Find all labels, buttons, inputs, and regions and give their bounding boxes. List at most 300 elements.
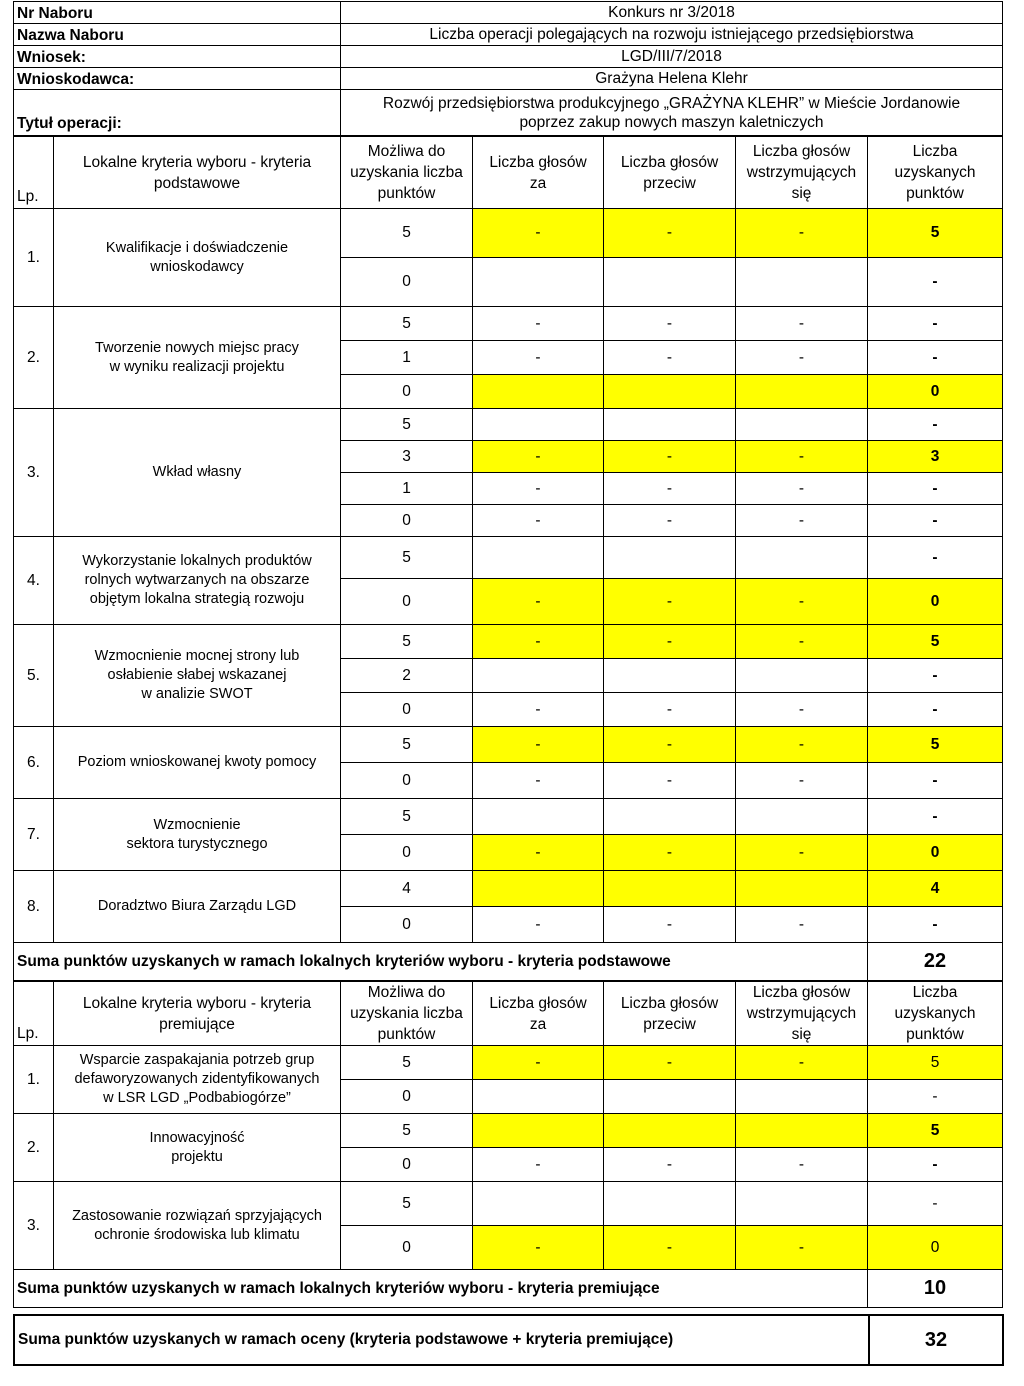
votes-abstain-column-header-line: wstrzymujących <box>746 1005 857 1022</box>
criterion-name-line: Wykorzystanie lokalnych produktów <box>82 553 312 569</box>
max-points-cell-text: 1 <box>402 348 411 366</box>
criterion-name <box>54 209 341 307</box>
votes-for-cell-text: - <box>535 447 541 465</box>
basic-criterion-8-row <box>14 871 1003 907</box>
votes-abstain-cell-text: - <box>798 843 805 861</box>
criterion-name-line: Zastosowanie rozwiązań sprzyjających <box>72 1207 322 1224</box>
header-row-wnioskodawca <box>14 68 1003 90</box>
criterion-number-text: 3. <box>27 1216 40 1234</box>
lp-header-text: Lp. <box>17 188 39 205</box>
basic-sum-label <box>14 943 736 981</box>
max-points-cell <box>341 209 473 258</box>
votes-abstain-cell <box>736 727 868 763</box>
premium-criteria-column-header <box>54 982 341 1046</box>
max-points-cell <box>341 307 473 341</box>
points-obtained-cell <box>868 537 1003 579</box>
basic-criterion-3-row <box>14 409 1003 441</box>
criterion-number <box>14 307 54 409</box>
max-points-column-header <box>341 137 473 209</box>
votes-for-cell <box>473 258 604 307</box>
basic-criterion-5-row <box>14 625 1003 659</box>
max-points-cell <box>341 441 473 473</box>
votes-abstain-cell <box>736 537 868 579</box>
votes-abstain-cell <box>736 307 868 341</box>
max-points-column-header-line: punktów <box>377 1026 436 1043</box>
votes-abstain-cell <box>736 1226 868 1270</box>
criterion-number <box>14 1114 54 1182</box>
votes-against-column-header <box>604 982 736 1046</box>
votes-against-cell <box>604 763 736 799</box>
votes-for-cell-text: - <box>535 771 541 789</box>
votes-against-cell-text: - <box>666 771 673 789</box>
points-obtained-cell <box>868 409 1003 441</box>
votes-against-cell-text: - <box>666 511 673 529</box>
votes-for-column-header-line: za <box>529 174 547 192</box>
points-obtained-cell <box>868 505 1003 537</box>
points-obtained-cell <box>868 1080 1003 1114</box>
points-obtained-cell-text: - <box>932 915 938 933</box>
criterion-name-line: Doradztwo Biura Zarządu LGD <box>97 898 297 914</box>
criteria-title-line: Lokalne kryteria wyboru - kryteria <box>82 153 312 171</box>
max-points-cell-text: 5 <box>402 415 411 433</box>
max-points-cell <box>341 1046 473 1080</box>
criterion-name <box>54 799 341 871</box>
criterion-name-line: Kwalifikacje i doświadczenie <box>105 239 289 256</box>
votes-for-cell-text: - <box>535 592 541 610</box>
votes-against-cell <box>604 579 736 625</box>
votes-abstain-cell <box>736 907 868 943</box>
votes-against-cell <box>604 209 736 258</box>
header-row-nazwa-naboru <box>14 24 1003 46</box>
votes-for-cell-text: - <box>535 511 541 529</box>
basic-criteria-table <box>13 136 1003 981</box>
points-obtained-cell-text: 0 <box>930 382 940 400</box>
votes-against-cell <box>604 537 736 579</box>
votes-for-cell <box>473 799 604 835</box>
max-points-cell-text: 0 <box>402 843 411 861</box>
points-obtained-cell <box>868 1148 1003 1182</box>
criterion-number <box>14 409 54 537</box>
votes-for-cell <box>473 1148 604 1182</box>
points-obtained-cell-text: 5 <box>930 632 940 650</box>
final-total-row <box>14 1315 1003 1365</box>
points-obtained-cell-text: 0 <box>930 592 940 610</box>
max-points-cell-text: 0 <box>402 771 411 789</box>
criterion-name <box>54 1182 341 1270</box>
evaluation-card <box>13 1 1002 1366</box>
votes-abstain-column-header-line: Liczba głosów <box>752 143 851 160</box>
points-obtained-cell-text: 3 <box>930 447 940 465</box>
votes-against-cell-text: - <box>666 843 673 861</box>
criterion-name <box>54 1046 341 1114</box>
votes-for-cell <box>473 505 604 537</box>
votes-for-cell <box>473 1114 604 1148</box>
criterion-number <box>14 537 54 625</box>
points-obtained-cell-text: 4 <box>930 879 940 897</box>
application-header-table <box>13 1 1003 136</box>
premium-criterion-1-row <box>14 1046 1003 1080</box>
votes-for-cell <box>473 871 604 907</box>
points-obtained-cell <box>868 1046 1003 1080</box>
max-points-cell <box>341 1226 473 1270</box>
votes-against-cell-text: - <box>666 1155 673 1173</box>
premium-sum-label-text: Suma punktów uzyskanych w ramach lokalnych kryteriów wyboru - kryteria premiujące <box>17 1279 660 1297</box>
criterion-number <box>14 1046 54 1114</box>
votes-abstain-cell <box>736 341 868 375</box>
votes-for-cell <box>473 473 604 505</box>
criterion-name-line: defaworyzowanych zidentyfikowanych <box>74 1071 320 1087</box>
basic-criterion-7-row <box>14 799 1003 835</box>
points-obtained-cell <box>868 209 1003 258</box>
votes-for-cell-text: - <box>535 915 541 933</box>
votes-against-cell <box>604 441 736 473</box>
basic-criterion-2-row <box>14 307 1003 341</box>
votes-for-cell-text: - <box>535 224 541 241</box>
premium-sum-row <box>14 1270 1003 1308</box>
points-obtained-cell <box>868 693 1003 727</box>
votes-for-cell <box>473 625 604 659</box>
max-points-column-header-line: punktów <box>377 185 436 202</box>
votes-abstain-column-header <box>736 137 868 209</box>
points-obtained-cell-text: - <box>932 1155 938 1173</box>
votes-against-cell <box>604 659 736 693</box>
criterion-name-line: Wkład własny <box>152 464 242 480</box>
points-obtained-cell-text: - <box>932 1194 938 1212</box>
points-obtained-column-header-line: punktów <box>906 185 964 202</box>
votes-for-cell <box>473 907 604 943</box>
header-row-wniosek <box>14 46 1003 68</box>
criterion-number-text: 3. <box>27 463 40 481</box>
votes-against-column-header-line: przeciw <box>643 1015 696 1033</box>
votes-abstain-cell <box>736 799 868 835</box>
votes-against-cell <box>604 727 736 763</box>
basic-criterion-1-row <box>14 209 1003 258</box>
votes-abstain-cell <box>736 209 868 258</box>
max-points-cell-text: 0 <box>402 592 411 610</box>
points-obtained-cell <box>868 1114 1003 1148</box>
points-obtained-cell-text: - <box>932 273 938 290</box>
votes-for-cell <box>473 693 604 727</box>
points-obtained-cell <box>868 579 1003 625</box>
max-points-cell-text: 3 <box>402 447 411 465</box>
votes-for-cell <box>473 659 604 693</box>
criterion-name-line: Innowacyjność <box>149 1129 245 1146</box>
votes-abstain-cell <box>736 835 868 871</box>
criterion-number <box>14 209 54 307</box>
criterion-name-line: wnioskodawcy <box>150 258 244 275</box>
max-points-cell <box>341 473 473 505</box>
votes-against-cell-text: - <box>666 1053 673 1071</box>
votes-abstain-column-header-line: się <box>791 1026 812 1043</box>
lp-column-header <box>14 137 54 209</box>
points-obtained-cell-text: - <box>932 807 938 825</box>
criterion-number <box>14 871 54 943</box>
criterion-name-line: ochronie środowiska lub klimatu <box>94 1226 300 1243</box>
points-obtained-cell <box>868 835 1003 871</box>
max-points-cell <box>341 693 473 727</box>
max-points-column-header-line: Możliwa do <box>367 984 446 1001</box>
votes-abstain-column-header-line: się <box>791 185 812 202</box>
max-points-cell-text: 0 <box>402 700 411 718</box>
criterion-name-line: Wzmocnienie mocnej strony lub <box>94 648 300 664</box>
max-points-cell <box>341 907 473 943</box>
max-points-cell-text: 0 <box>402 1155 411 1173</box>
votes-against-cell <box>604 505 736 537</box>
max-points-cell <box>341 871 473 907</box>
criterion-name-line: osłabienie słabej wskazanej <box>107 667 287 683</box>
votes-against-cell-text: - <box>666 915 673 933</box>
max-points-cell <box>341 505 473 537</box>
max-points-column-header-line: uzyskania liczba <box>350 1005 463 1022</box>
basic-criterion-4-row <box>14 537 1003 579</box>
points-obtained-column-header-line: punktów <box>906 1026 964 1043</box>
votes-against-cell <box>604 871 736 907</box>
basic-sum-label-text: Suma punktów uzyskanych w ramach lokalnych kryteriów wyboru - kryteria podstawowe <box>17 952 671 970</box>
criterion-name <box>54 307 341 409</box>
criterion-name <box>54 727 341 799</box>
votes-abstain-cell-text: - <box>798 771 805 789</box>
votes-abstain-column-header-line: wstrzymujących <box>746 164 857 181</box>
tytul-line-1: Rozwój przedsiębiorstwa produkcyjnego „GRAŻYNA KLEHR” w Mieście Jordanowie <box>382 94 961 112</box>
points-obtained-cell-text: - <box>932 1087 938 1105</box>
points-obtained-cell-text: - <box>932 666 938 684</box>
votes-abstain-cell-text: - <box>798 479 805 497</box>
votes-abstain-cell-text: - <box>798 1238 805 1256</box>
votes-for-cell <box>473 537 604 579</box>
max-points-cell <box>341 799 473 835</box>
max-points-cell <box>341 763 473 799</box>
basic-criterion-6-row <box>14 727 1003 763</box>
votes-abstain-cell-text: - <box>798 915 805 933</box>
max-points-cell-text: 5 <box>402 314 411 332</box>
max-points-cell <box>341 409 473 441</box>
votes-for-cell-text: - <box>535 314 541 332</box>
votes-abstain-cell <box>736 1114 868 1148</box>
criterion-number-text: 1. <box>27 248 40 266</box>
criterion-name-line: sektora turystycznego <box>126 835 268 852</box>
votes-against-cell <box>604 258 736 307</box>
criterion-name-line: objętym lokalna strategią rozwoju <box>89 591 305 607</box>
votes-abstain-cell-text: - <box>798 1155 805 1173</box>
votes-abstain-cell <box>736 375 868 409</box>
max-points-cell-text: 5 <box>402 1121 411 1139</box>
votes-abstain-cell <box>736 505 868 537</box>
votes-against-cell-text: - <box>666 735 673 753</box>
votes-against-cell-text: - <box>666 314 673 332</box>
premium-criteria-table <box>13 981 1003 1308</box>
max-points-cell <box>341 258 473 307</box>
points-obtained-cell-text: - <box>932 771 938 789</box>
votes-for-cell <box>473 209 604 258</box>
points-obtained-cell-text: 5 <box>930 1121 940 1139</box>
votes-against-cell-text: - <box>666 1238 673 1256</box>
criterion-number-text: 2. <box>27 1138 40 1156</box>
votes-abstain-cell <box>736 659 868 693</box>
basic-column-header-row <box>14 137 1003 209</box>
votes-against-cell <box>604 1226 736 1270</box>
points-obtained-cell-text: - <box>932 479 938 497</box>
points-obtained-cell-text: - <box>932 415 938 433</box>
max-points-cell <box>341 835 473 871</box>
points-obtained-cell <box>868 375 1003 409</box>
max-points-cell-text: 5 <box>402 807 411 825</box>
basic-sum-row <box>14 943 1003 981</box>
votes-abstain-cell <box>736 473 868 505</box>
points-obtained-cell-text: 5 <box>930 224 940 241</box>
votes-abstain-cell-text: - <box>798 511 805 529</box>
max-points-cell-text: 1 <box>402 479 411 497</box>
basic-criteria-column-header <box>54 137 341 209</box>
tytul-value <box>341 90 1003 136</box>
points-obtained-cell <box>868 1182 1003 1226</box>
votes-against-cell <box>604 799 736 835</box>
votes-abstain-cell-text: - <box>798 447 805 465</box>
votes-for-cell <box>473 441 604 473</box>
votes-against-column-header-line: Liczba głosów <box>620 153 719 171</box>
criteria-title-line: Lokalne kryteria wyboru - kryteria <box>82 994 312 1012</box>
votes-abstain-cell <box>736 1182 868 1226</box>
votes-for-column-header-line: Liczba głosów <box>489 994 587 1012</box>
points-obtained-cell <box>868 907 1003 943</box>
votes-against-cell-text: - <box>666 479 673 497</box>
votes-abstain-cell-text: - <box>798 1053 805 1071</box>
final-total-table <box>13 1314 1004 1366</box>
final-total-label: Suma punktów uzyskanych w ramach oceny (kryteria podstawowe + kryteria premiujące) <box>14 1315 869 1365</box>
criterion-name-line: w LSR LGD „Podbabiogórze” <box>103 1090 291 1106</box>
criterion-number-text: 8. <box>27 897 40 915</box>
votes-for-cell-text: - <box>535 735 541 753</box>
tytul-line-2: poprzez zakup nowych maszyn kaletniczych <box>519 113 824 131</box>
max-points-cell <box>341 1080 473 1114</box>
criterion-name-line: rolnych wytwarzanych na obszarze <box>84 572 310 588</box>
votes-against-cell <box>604 1114 736 1148</box>
votes-abstain-cell-text: - <box>798 592 805 610</box>
max-points-cell-text: 2 <box>402 666 411 684</box>
lp-header-text: Lp. <box>17 1025 39 1042</box>
nazwa-naboru-label: Nazwa Naboru <box>14 24 341 46</box>
points-obtained-cell-text: - <box>932 511 938 529</box>
points-obtained-cell-text: - <box>932 700 938 718</box>
votes-against-cell <box>604 1080 736 1114</box>
votes-abstain-cell-text: - <box>798 700 805 718</box>
votes-for-cell-text: - <box>535 1053 541 1071</box>
votes-for-cell-text: - <box>535 1238 541 1256</box>
criterion-name-line: Poziom wnioskowanej kwoty pomocy <box>77 754 317 770</box>
votes-against-cell-text: - <box>666 447 673 465</box>
max-points-cell <box>341 579 473 625</box>
wnioskodawca-label: Wnioskodawca: <box>14 68 341 90</box>
votes-abstain-cell-text: - <box>798 735 805 753</box>
votes-for-column-header <box>473 982 604 1046</box>
max-points-cell-text: 5 <box>402 735 411 753</box>
votes-against-cell-text: - <box>666 592 673 610</box>
criterion-name <box>54 625 341 727</box>
votes-for-cell <box>473 409 604 441</box>
criterion-name-line: w wyniku realizacji projektu <box>109 358 285 375</box>
max-points-cell <box>341 625 473 659</box>
votes-for-cell-text: - <box>535 479 541 497</box>
max-points-column-header <box>341 982 473 1046</box>
votes-abstain-cell-text: - <box>798 632 805 650</box>
max-points-column-header-line: Możliwa do <box>367 143 446 160</box>
criterion-number <box>14 727 54 799</box>
criterion-name <box>54 409 341 537</box>
points-obtained-column-header-line: uzyskanych <box>894 164 976 181</box>
votes-against-cell <box>604 835 736 871</box>
votes-for-cell-text: - <box>535 700 541 718</box>
votes-for-cell <box>473 763 604 799</box>
criterion-name-line: projektu <box>171 1148 223 1165</box>
votes-for-cell <box>473 579 604 625</box>
max-points-cell-text: 5 <box>402 1053 411 1071</box>
votes-abstain-cell <box>736 1148 868 1182</box>
basic-sum-value-text: 22 <box>923 950 947 972</box>
votes-for-column-header-line: za <box>529 1015 547 1033</box>
votes-abstain-cell <box>736 871 868 907</box>
votes-for-cell <box>473 341 604 375</box>
points-obtained-cell-text: 0 <box>930 1238 940 1256</box>
max-points-cell <box>341 1182 473 1226</box>
votes-for-cell <box>473 1080 604 1114</box>
votes-against-column-header <box>604 137 736 209</box>
votes-for-cell <box>473 1182 604 1226</box>
criterion-name <box>54 871 341 943</box>
premium-column-header-row <box>14 982 1003 1046</box>
votes-against-cell-text: - <box>666 700 673 718</box>
max-points-cell <box>341 659 473 693</box>
criterion-number-text: 4. <box>27 571 40 589</box>
points-obtained-column-header-line: Liczba <box>912 984 958 1001</box>
max-points-cell-text: 0 <box>402 273 411 290</box>
criterion-number-text: 6. <box>27 753 40 771</box>
max-points-cell-text: 0 <box>402 511 411 529</box>
votes-against-cell <box>604 693 736 727</box>
votes-abstain-column-header <box>736 982 868 1046</box>
max-points-cell <box>341 727 473 763</box>
points-obtained-cell-text: 5 <box>930 735 940 753</box>
points-obtained-cell <box>868 799 1003 835</box>
votes-abstain-cell-text: - <box>798 348 805 366</box>
votes-against-cell <box>604 307 736 341</box>
votes-abstain-cell <box>736 579 868 625</box>
votes-abstain-cell <box>736 693 868 727</box>
points-obtained-cell-text: 0 <box>930 843 940 861</box>
criterion-number-text: 1. <box>27 1070 40 1088</box>
votes-against-cell <box>604 1046 736 1080</box>
premium-sum-value-text: 10 <box>923 1277 947 1299</box>
max-points-cell <box>341 375 473 409</box>
nr-naboru-value: Konkurs nr 3/2018 <box>341 2 1003 24</box>
points-obtained-cell <box>868 659 1003 693</box>
max-points-cell-text: 0 <box>402 382 411 400</box>
votes-for-cell-text: - <box>535 348 541 366</box>
tytul-label: Tytuł operacji: <box>14 90 341 136</box>
votes-abstain-cell <box>736 625 868 659</box>
criterion-number-text: 7. <box>27 825 40 843</box>
votes-abstain-cell-text: - <box>798 314 805 332</box>
votes-for-cell <box>473 727 604 763</box>
votes-abstain-column-header-line: Liczba głosów <box>752 984 851 1001</box>
votes-for-cell <box>473 307 604 341</box>
votes-abstain-cell <box>736 1080 868 1114</box>
points-obtained-cell <box>868 441 1003 473</box>
max-points-cell-text: 5 <box>402 224 411 241</box>
max-points-cell <box>341 1114 473 1148</box>
votes-for-column-header-line: Liczba głosów <box>489 153 587 171</box>
votes-abstain-cell <box>736 258 868 307</box>
points-obtained-cell-text: - <box>932 348 938 366</box>
votes-against-cell <box>604 907 736 943</box>
